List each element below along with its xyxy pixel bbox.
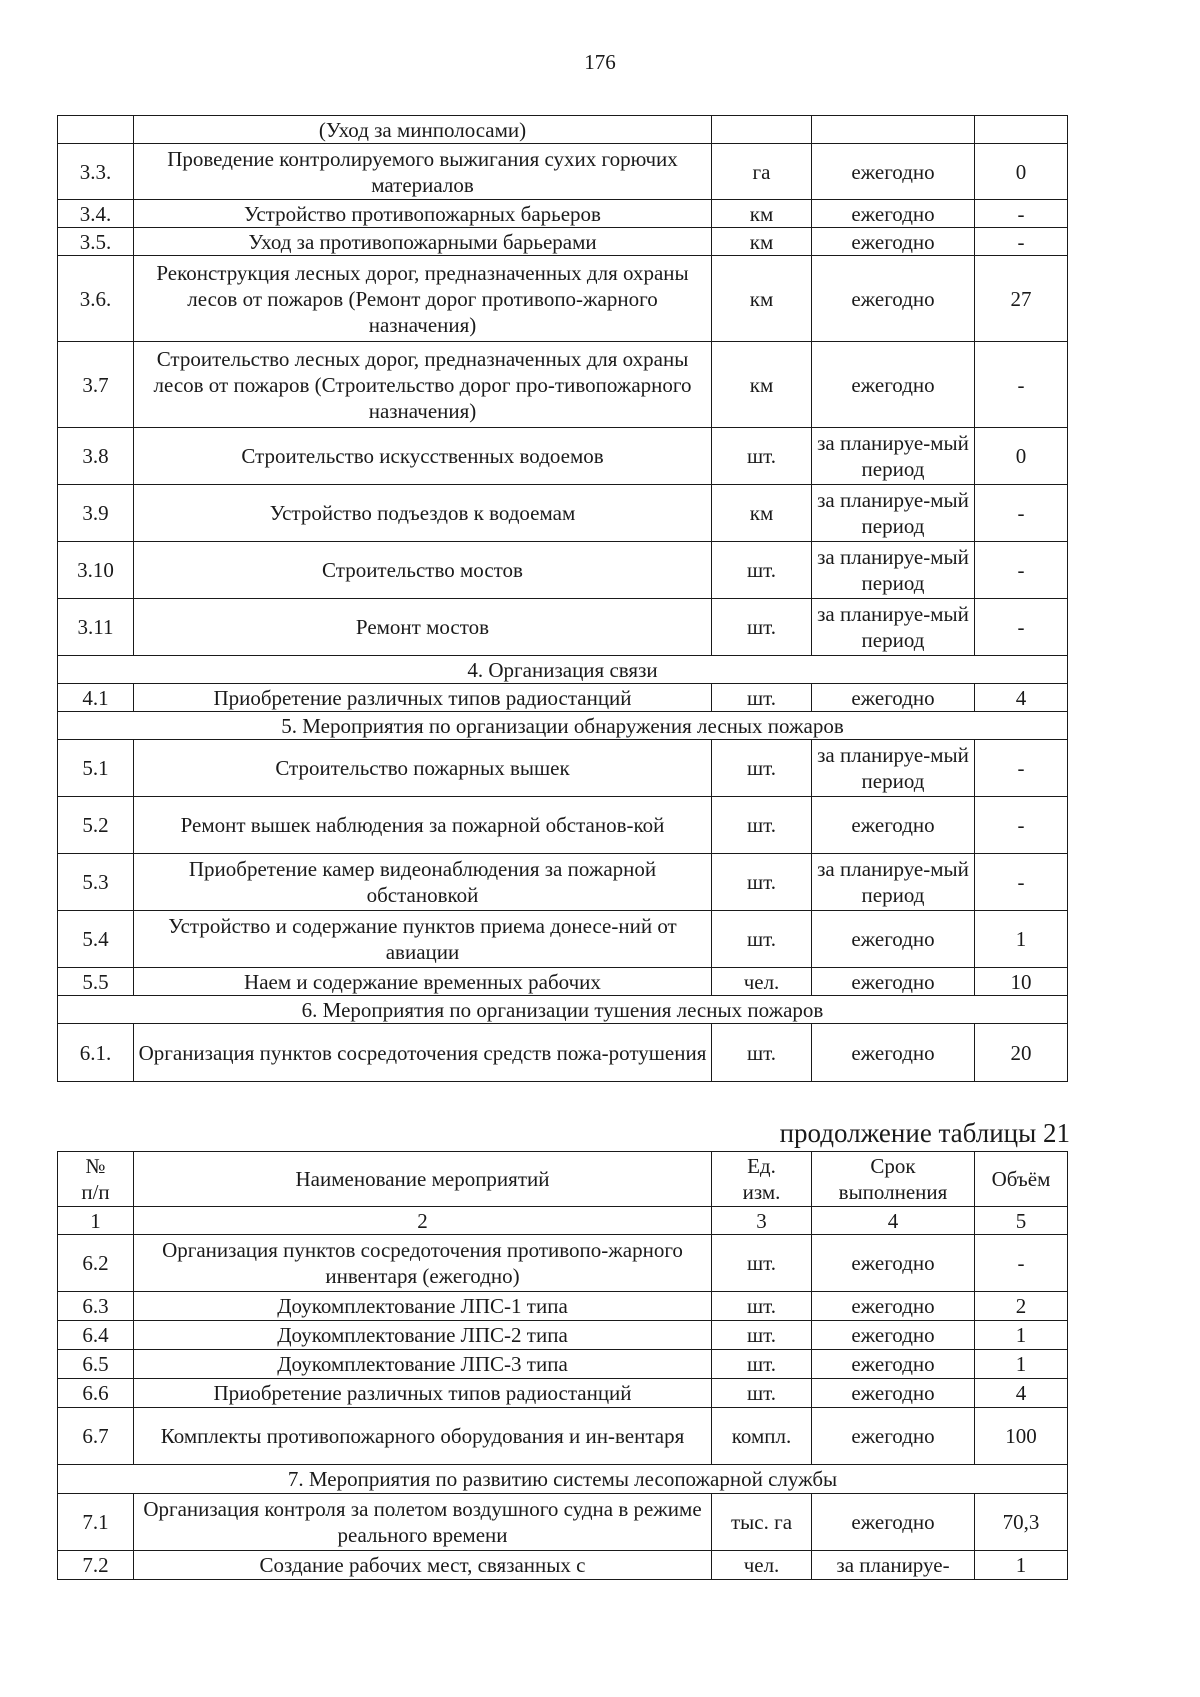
measures-table-part-2: [57, 1151, 1068, 1580]
completion-term: ежегодно: [812, 228, 975, 256]
section-title: 7. Мероприятия по развитию системы лесопожарной службы: [58, 1465, 1068, 1494]
table-continuation-label: продолжение таблицы 21: [779, 1118, 1070, 1148]
volume-value: -: [975, 542, 1068, 599]
section-header-row: [58, 656, 1068, 684]
measure-name: Доукомплектование ЛПС-1 типа: [134, 1292, 712, 1321]
unit-of-measure: шт.: [712, 854, 812, 911]
measure-name: Ремонт вышек наблюдения за пожарной обстанов-кой: [134, 797, 712, 854]
volume-value: -: [975, 342, 1068, 428]
volume-value: -: [975, 1235, 1068, 1292]
table-row: [58, 1292, 1068, 1321]
table-row: [58, 1350, 1068, 1379]
row-number: 5.4: [58, 911, 134, 968]
unit-of-measure: шт.: [712, 1292, 812, 1321]
table-row: [58, 1551, 1068, 1580]
unit-of-measure: шт.: [712, 1350, 812, 1379]
row-number: 3.11: [58, 599, 134, 656]
completion-term: ежегодно: [812, 342, 975, 428]
table-row: [58, 968, 1068, 996]
volume-value: 100: [975, 1408, 1068, 1465]
table-row: [58, 854, 1068, 911]
completion-term: ежегодно: [812, 1235, 975, 1292]
row-number: 3.9: [58, 485, 134, 542]
completion-term: ежегодно: [812, 1494, 975, 1551]
row-number: 3.8: [58, 428, 134, 485]
completion-term: ежегодно: [812, 200, 975, 228]
row-number: 7.2: [58, 1551, 134, 1580]
page-number: 176: [584, 50, 616, 74]
unit-of-measure: чел.: [712, 968, 812, 996]
measure-name: Устройство противопожарных барьеров: [134, 200, 712, 228]
column-number-row: [58, 1207, 1068, 1235]
unit-of-measure: компл.: [712, 1408, 812, 1465]
unit-of-measure: шт.: [712, 599, 812, 656]
row-number: 5.5: [58, 968, 134, 996]
table-row: [58, 1024, 1068, 1082]
completion-term: за планируе-мый период: [812, 542, 975, 599]
completion-term: за планируе-: [812, 1551, 975, 1580]
row-number: 6.5: [58, 1350, 134, 1379]
header-term: Срок выполнения: [812, 1152, 975, 1207]
measure-name: Строительство лесных дорог, предназначенных для охраны лесов от пожаров (Строительство дорог про-тивопожарного назначения): [134, 342, 712, 428]
volume-value: -: [975, 599, 1068, 656]
table-row: [58, 144, 1068, 200]
volume-value: 4: [975, 1379, 1068, 1408]
unit-of-measure: шт.: [712, 911, 812, 968]
completion-term: ежегодно: [812, 256, 975, 342]
row-number: [58, 116, 134, 144]
table-row: [58, 200, 1068, 228]
row-number: 6.1.: [58, 1024, 134, 1082]
measure-name: Строительство мостов: [134, 542, 712, 599]
row-number: 6.7: [58, 1408, 134, 1465]
unit-of-measure: шт.: [712, 542, 812, 599]
completion-term: ежегодно: [812, 1024, 975, 1082]
row-number: 3.3.: [58, 144, 134, 200]
unit-of-measure: чел.: [712, 1551, 812, 1580]
row-number: 6.4: [58, 1321, 134, 1350]
completion-term: за планируе-мый период: [812, 599, 975, 656]
table-row: [58, 684, 1068, 712]
unit-of-measure: шт.: [712, 1235, 812, 1292]
measure-name: Создание рабочих мест, связанных с: [134, 1551, 712, 1580]
volume-value: 1: [975, 1350, 1068, 1379]
volume-value: 0: [975, 144, 1068, 200]
measure-name: Наем и содержание временных рабочих: [134, 968, 712, 996]
measure-name: Доукомплектование ЛПС-2 типа: [134, 1321, 712, 1350]
header-name: Наименование мероприятий: [134, 1152, 712, 1207]
table-row: [58, 797, 1068, 854]
section-title: 6. Мероприятия по организации тушения лесных пожаров: [58, 996, 1068, 1024]
column-number: 3: [712, 1207, 812, 1235]
unit-of-measure: шт.: [712, 428, 812, 485]
table-row: [58, 1379, 1068, 1408]
completion-term: ежегодно: [812, 1321, 975, 1350]
measure-name: Строительство искусственных водоемов: [134, 428, 712, 485]
volume-value: 1: [975, 911, 1068, 968]
unit-of-measure: га: [712, 144, 812, 200]
section-title: 4. Организация связи: [58, 656, 1068, 684]
row-number: 3.10: [58, 542, 134, 599]
measure-name: Комплекты противопожарного оборудования и ин-вентаря: [134, 1408, 712, 1465]
row-number: 4.1: [58, 684, 134, 712]
table-row: [58, 228, 1068, 256]
column-number: 4: [812, 1207, 975, 1235]
measure-name: Организация пунктов сосредоточения средств пожа-ротушения: [134, 1024, 712, 1082]
table-row: [58, 116, 1068, 144]
row-number: 5.1: [58, 740, 134, 797]
section-title: 5. Мероприятия по организации обнаружения лесных пожаров: [58, 712, 1068, 740]
volume-value: 1: [975, 1321, 1068, 1350]
volume-value: 10: [975, 968, 1068, 996]
volume-value: [975, 116, 1068, 144]
row-number: 6.3: [58, 1292, 134, 1321]
table-row: [58, 1235, 1068, 1292]
measure-name: Строительство пожарных вышек: [134, 740, 712, 797]
completion-term: за планируе-мый период: [812, 428, 975, 485]
volume-value: 20: [975, 1024, 1068, 1082]
table-row: [58, 485, 1068, 542]
table-row: [58, 911, 1068, 968]
measures-table-part-1: [57, 115, 1068, 1082]
column-number: 5: [975, 1207, 1068, 1235]
table-row: [58, 256, 1068, 342]
unit-of-measure: шт.: [712, 797, 812, 854]
row-number: 5.2: [58, 797, 134, 854]
measure-name: Организация контроля за полетом воздушного судна в режиме реального времени: [134, 1494, 712, 1551]
measure-name: Приобретение камер видеонаблюдения за пожарной обстановкой: [134, 854, 712, 911]
table-row: [58, 740, 1068, 797]
completion-term: ежегодно: [812, 968, 975, 996]
volume-value: 2: [975, 1292, 1068, 1321]
completion-term: ежегодно: [812, 1379, 975, 1408]
measure-name: Ремонт мостов: [134, 599, 712, 656]
measure-name: (Уход за минполосами): [134, 116, 712, 144]
section-header-row: [58, 712, 1068, 740]
header-unit: Ед. изм.: [712, 1152, 812, 1207]
completion-term: за планируе-мый период: [812, 854, 975, 911]
unit-of-measure: км: [712, 485, 812, 542]
row-number: 3.5.: [58, 228, 134, 256]
row-number: 7.1: [58, 1494, 134, 1551]
volume-value: -: [975, 485, 1068, 542]
column-number: 1: [58, 1207, 134, 1235]
completion-term: ежегодно: [812, 1408, 975, 1465]
table-row: [58, 1321, 1068, 1350]
column-number: 2: [134, 1207, 712, 1235]
volume-value: -: [975, 200, 1068, 228]
section-header-row: [58, 1465, 1068, 1494]
completion-term: ежегодно: [812, 1292, 975, 1321]
volume-value: 0: [975, 428, 1068, 485]
measure-name: Приобретение различных типов радиостанций: [134, 1379, 712, 1408]
table-header-row: [58, 1152, 1068, 1207]
row-number: 3.4.: [58, 200, 134, 228]
volume-value: 27: [975, 256, 1068, 342]
unit-of-measure: тыс. га: [712, 1494, 812, 1551]
table-row: [58, 1408, 1068, 1465]
unit-of-measure: км: [712, 342, 812, 428]
unit-of-measure: шт.: [712, 740, 812, 797]
volume-value: -: [975, 228, 1068, 256]
completion-term: ежегодно: [812, 797, 975, 854]
completion-term: за планируе-мый период: [812, 740, 975, 797]
row-number: 6.6: [58, 1379, 134, 1408]
volume-value: -: [975, 797, 1068, 854]
section-header-row: [58, 996, 1068, 1024]
table-row: [58, 428, 1068, 485]
header-volume: Объём: [975, 1152, 1068, 1207]
unit-of-measure: шт.: [712, 1321, 812, 1350]
table-row: [58, 1494, 1068, 1551]
table-row: [58, 342, 1068, 428]
measure-name: Устройство подъездов к водоемам: [134, 485, 712, 542]
volume-value: 4: [975, 684, 1068, 712]
row-number: 3.6.: [58, 256, 134, 342]
table-row: [58, 542, 1068, 599]
row-number: 3.7: [58, 342, 134, 428]
row-number: 6.2: [58, 1235, 134, 1292]
unit-of-measure: [712, 116, 812, 144]
row-number: 5.3: [58, 854, 134, 911]
volume-value: -: [975, 740, 1068, 797]
measure-name: Реконструкция лесных дорог, предназначенных для охраны лесов от пожаров (Ремонт дорог противопо-жарного назначения): [134, 256, 712, 342]
unit-of-measure: шт.: [712, 1024, 812, 1082]
completion-term: [812, 116, 975, 144]
completion-term: ежегодно: [812, 1350, 975, 1379]
unit-of-measure: км: [712, 228, 812, 256]
unit-of-measure: шт.: [712, 1379, 812, 1408]
completion-term: ежегодно: [812, 684, 975, 712]
volume-value: 70,3: [975, 1494, 1068, 1551]
measure-name: Проведение контролируемого выжигания сухих горючих материалов: [134, 144, 712, 200]
measure-name: Доукомплектование ЛПС-3 типа: [134, 1350, 712, 1379]
completion-term: ежегодно: [812, 144, 975, 200]
completion-term: за планируе-мый период: [812, 485, 975, 542]
measure-name: Устройство и содержание пунктов приема донесе-ний от авиации: [134, 911, 712, 968]
measure-name: Приобретение различных типов радиостанций: [134, 684, 712, 712]
header-num: № п/п: [58, 1152, 134, 1207]
measure-name: Уход за противопожарными барьерами: [134, 228, 712, 256]
measure-name: Организация пунктов сосредоточения противопо-жарного инвентаря (ежегодно): [134, 1235, 712, 1292]
volume-value: -: [975, 854, 1068, 911]
completion-term: ежегодно: [812, 911, 975, 968]
unit-of-measure: км: [712, 256, 812, 342]
unit-of-measure: км: [712, 200, 812, 228]
unit-of-measure: шт.: [712, 684, 812, 712]
volume-value: 1: [975, 1551, 1068, 1580]
table-row: [58, 599, 1068, 656]
